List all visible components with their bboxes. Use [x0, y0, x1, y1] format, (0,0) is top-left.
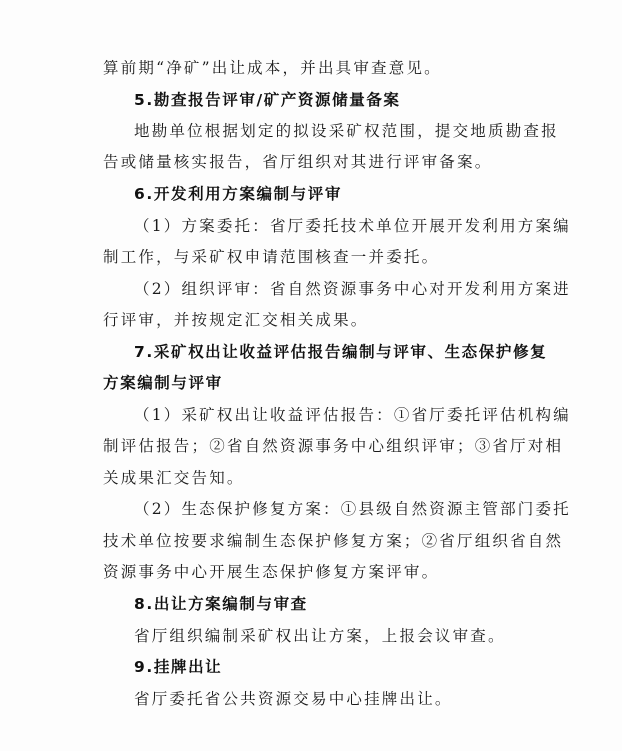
paragraph-line: 关成果汇交告知。: [103, 469, 245, 487]
paragraph-line: （1）采矿权出让收益评估报告：①省厅委托评估机构编: [134, 406, 571, 424]
section-heading-7-continued: 方案编制与评审: [103, 374, 223, 392]
paragraph-line: 算前期“净矿”出让成本，并出具审查意见。: [103, 59, 442, 77]
paragraph-line: 告或储量核实报告，省厅组织对其进行评审备案。: [103, 153, 493, 171]
paragraph-line: （2）组织评审：省自然资源事务中心对开发利用方案进: [134, 280, 571, 298]
paragraph-line: 行评审，并按规定汇交相关成果。: [103, 311, 369, 329]
paragraph-line: 制工作，与采矿权申请范围核查一并委托。: [103, 248, 440, 266]
section-heading-5: 5.勘查报告评审/矿产资源储量备案: [134, 91, 401, 109]
paragraph-line: （2）生态保护修复方案：①县级自然资源主管部门委托: [134, 500, 571, 518]
paragraph-line: 省厅委托省公共资源交易中心挂牌出让。: [134, 690, 453, 708]
paragraph-line: （1）方案委托：省厅委托技术单位开展开发利用方案编: [134, 217, 571, 235]
paragraph-line: 地勘单位根据划定的拟设采矿权范围，提交地质勘查报: [134, 122, 559, 140]
section-heading-7: 7.采矿权出让收益评估报告编制与评审、生态保护修复: [134, 343, 548, 361]
paragraph-line: 制评估报告；②省自然资源事务中心组织评审；③省厅对相: [103, 437, 564, 455]
paragraph-line: 省厅组织编制采矿权出让方案，上报会议审查。: [134, 627, 506, 645]
section-heading-8: 8.出让方案编制与审查: [134, 595, 308, 613]
paragraph-line: 资源事务中心开展生态保护修复方案评审。: [103, 563, 440, 581]
section-heading-6: 6.开发利用方案编制与评审: [134, 185, 342, 203]
section-heading-9: 9.挂牌出让: [134, 658, 223, 676]
paragraph-line: 技术单位按要求编制生态保护修复方案；②省厅组织省自然: [103, 532, 564, 550]
